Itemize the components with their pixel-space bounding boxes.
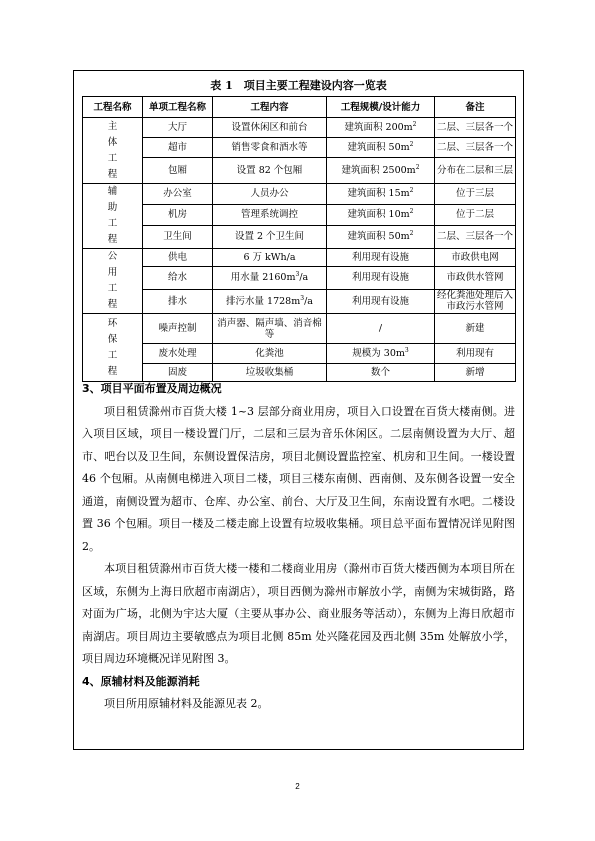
category-char: 体 — [107, 136, 118, 148]
table-row — [83, 267, 516, 289]
project-table — [82, 96, 516, 382]
item-content-cell: 化粪池 — [213, 344, 327, 364]
category-cell — [83, 184, 143, 249]
section-3 — [82, 378, 515, 716]
item-scale-cell: 建筑面积 $2500m^2$ — [327, 158, 435, 184]
item-note-cell: 利用现有 — [435, 344, 516, 364]
category-char: 保 — [107, 333, 118, 345]
category-char: 工 — [107, 218, 118, 229]
table-row — [83, 118, 516, 138]
header-cell: 备注 — [435, 97, 516, 118]
item-name-cell: 给水 — [143, 267, 213, 289]
item-scale-cell: 利用现有设施 — [327, 249, 435, 267]
category-char: 程 — [107, 299, 118, 310]
item-note-cell: 位于三层 — [435, 184, 516, 205]
table-row — [83, 249, 516, 267]
header-cell: 工程名称 — [83, 97, 143, 118]
table-row — [83, 184, 516, 205]
item-scale-cell: 建筑面积 $200m^2$ — [327, 118, 435, 138]
category-cell — [83, 314, 143, 382]
table-header-row — [83, 97, 516, 118]
paragraph: 项目所用原辅材料及能源见表 2。 — [104, 697, 269, 710]
category-char: 工 — [107, 283, 118, 294]
item-scale-cell: 建筑面积 $15m^2$ — [327, 184, 435, 205]
item-scale-cell: 数个 — [327, 364, 435, 382]
table-row — [83, 289, 516, 313]
section-heading: 4、原辅材料及能源消耗 — [82, 674, 200, 688]
item-scale-cell: 建筑面积 $50m^2$ — [327, 138, 435, 158]
category-char: 主 — [107, 120, 118, 132]
item-name-cell: 固废 — [143, 364, 213, 382]
table-row — [83, 158, 516, 184]
item-note-cell: 新建 — [435, 314, 516, 344]
category-char: 程 — [107, 168, 118, 180]
item-content-cell: 人员办公 — [213, 184, 327, 205]
table-row — [83, 314, 516, 344]
item-name-cell: 超市 — [143, 138, 213, 158]
item-content-cell: 用水量 $2160m^3/a$ — [213, 267, 327, 289]
category-char: 程 — [107, 234, 118, 245]
category-char: 助 — [107, 202, 118, 213]
item-content-cell: 设置休闲区和前台 — [213, 118, 327, 138]
item-content-cell: 设置 82 个包厢 — [213, 158, 327, 184]
page-number: 2 — [295, 782, 300, 791]
table-row — [83, 204, 516, 225]
item-note-cell: 二层、三层各一个 — [435, 118, 516, 138]
item-note-cell: 位于二层 — [435, 204, 516, 225]
table-row — [83, 138, 516, 158]
section-heading: 3、项目平面布置及周边概况 — [82, 382, 222, 395]
item-scale-cell: 规模为 $30m^3$ — [327, 344, 435, 364]
item-note-cell: 经化粪池处理后入市政污水管网 — [435, 289, 516, 313]
item-name-cell: 排水 — [143, 289, 213, 313]
item-scale-cell: 利用现有设施 — [327, 289, 435, 313]
header-cell: 工程内容 — [213, 97, 327, 118]
item-content-cell: 管理系统调控 — [213, 204, 327, 225]
item-content-cell: 消声器、隔声墙、消音棉等 — [213, 314, 327, 344]
category-char: 用 — [107, 267, 118, 278]
item-name-cell: 包厢 — [143, 158, 213, 184]
item-name-cell: 机房 — [143, 204, 213, 225]
category-char: 公 — [107, 251, 118, 262]
table-row — [83, 225, 516, 248]
item-content-cell: 6 万 kWh/a — [213, 249, 327, 267]
item-name-cell: 办公室 — [143, 184, 213, 205]
item-name-cell: 卫生间 — [143, 225, 213, 248]
item-note-cell: 市政供水管网 — [435, 267, 516, 289]
item-note-cell: 二层、三层各一个 — [435, 225, 516, 248]
category-cell — [83, 249, 143, 314]
category-char: 工 — [107, 152, 118, 164]
table-row — [83, 344, 516, 364]
category-char: 环 — [107, 317, 118, 329]
item-note-cell: 市政供电网 — [435, 249, 516, 267]
paragraph: 本项目租赁滁州市百货大楼一楼和二楼商业用房（滁州市百货大楼西侧为本项目所在区域，东侧为上海日欣超市南湖店），项目西侧为滁州市解放小学，南侧为宋城街路，路对面为广场，北侧为宇达大厦（主要从事办公、商业服务等活动），东侧为上海日欣超市南湖店。项目周边主要敏感点为项目北侧 85m 处兴隆花园及西北侧 35m 处解放小学，项目周边环境概况详见附图 3。 — [82, 562, 515, 665]
item-name-cell: 供电 — [143, 249, 213, 267]
item-scale-cell: 建筑面积 $50m^2$ — [327, 225, 435, 248]
item-name-cell: 废水处理 — [143, 344, 213, 364]
item-content-cell: 销售零食和酒水等 — [213, 138, 327, 158]
item-note-cell: 新增 — [435, 364, 516, 382]
item-content-cell: 排污水量 $1728m^3/a$ — [213, 289, 327, 313]
item-name-cell: 大厅 — [143, 118, 213, 138]
category-cell — [83, 118, 143, 184]
table-caption: 表 1 项目主要工程建设内容一览表 — [210, 79, 387, 92]
category-char: 工 — [107, 349, 118, 361]
item-scale-cell: 利用现有设施 — [327, 267, 435, 289]
category-char: 辅 — [107, 186, 118, 197]
item-content-cell: 垃圾收集桶 — [213, 364, 327, 382]
item-note-cell: 二层、三层各一个 — [435, 138, 516, 158]
item-scale-cell: 建筑面积 $10m^2$ — [327, 204, 435, 225]
paragraph: 项目租赁滁州市百货大楼 1~3 层部分商业用房，项目入口设置在百货大楼南侧。进入项目区域，项目一楼设置门厅，二层和三层为音乐休闲区。二层南侧设置为大厅、超市、吧台以及卫生间，东侧设置保洁房，项目北侧设置监控室、机房和卫生间。一楼设置 46 个包厢。从南侧电梯进入项目二楼，项目三楼东南侧、西南侧、及东侧各设置一安全通道，南侧设置为超市、仓库、办公室、前台、大厅及卫生间，东南设置有水吧。二楼设置 36 个包厢。项目一楼及二楼走廊上设置有垃圾收集桶。项目总平面布置情况详见附图 2。 — [82, 404, 515, 553]
header-cell: 工程规模/设计能力 — [327, 97, 435, 118]
item-name-cell: 噪声控制 — [143, 314, 213, 344]
category-char: 程 — [107, 365, 118, 377]
header-cell: 单项工程名称 — [143, 97, 213, 118]
item-content-cell: 设置 2 个卫生间 — [213, 225, 327, 248]
item-note-cell: 分布在二层和三层 — [435, 158, 516, 184]
item-scale-cell: / — [327, 314, 435, 344]
